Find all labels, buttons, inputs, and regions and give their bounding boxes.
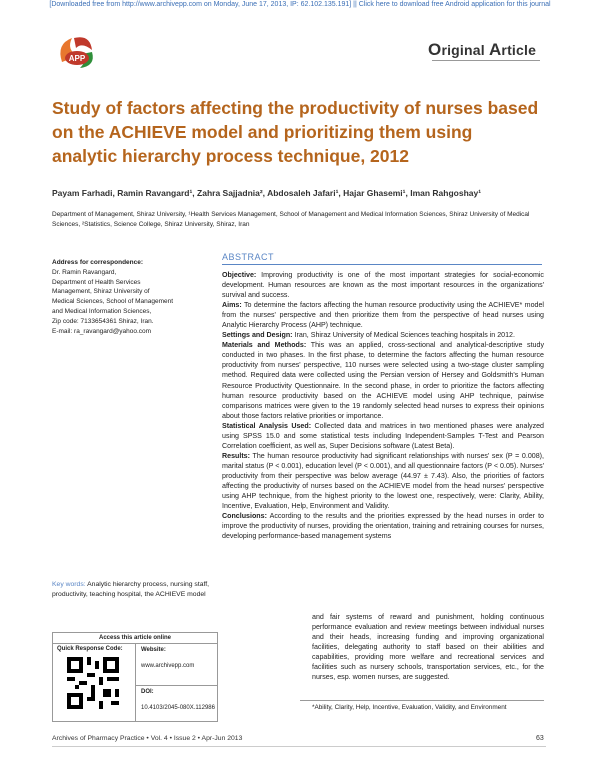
abstract-heading: ABSTRACT [222,252,275,262]
correspondence-label: Address for correspondence: [52,259,144,266]
footnote: *Ability, Clarity, Help, Incentive, Evaluation, Validity, and Environment [312,704,507,711]
qr-code-icon[interactable] [67,657,119,709]
author-list: Payam Farhadi, Ramin Ravangard¹, Zahra Sajjadnia², Abdosaleh Jafari¹, Hajar Ghasemi¹, Iman Rahgoshay¹ [52,188,482,198]
article-type: Original Article [428,40,537,59]
download-banner[interactable]: [Downloaded free from http://www.archivepp.com on Monday, June 17, 2013, IP: 62.102.135.191] || Click here to download free Android application for this journal [49,1,551,8]
access-online-box [52,632,218,722]
keywords: Key words: Analytic hierarchy process, nursing staff, productivity, teaching hospital, the ACHIEVE model [52,581,210,598]
correspondence-address: Address for correspondence: Dr. Ramin Ravangard, Department of Health Services Management, Shiraz University of Medical Sciences, School of Management and Medical Information Sciences, Zip code: 7133654361 Shiraz, Iran. E-mail: ra_ravangard@yahoo.com [52,259,174,335]
doi-label: DOI: [141,689,154,695]
access-title: Access this article online [53,633,217,644]
website-link[interactable]: www.archivepp.com [141,663,195,669]
abstract-body: Objective: Improving productivity is one of the most important strategies for social-economic development. Human resources are known as the most important resources in the organizations' survival and success. Aims: To determine the factors affecting the human resource productivity using the ACHIEVE* model from the nurses' perspective and then prioritize them from the perspective of head nurses using Analytic Hierarchy Process (AHP) technique. Settings and Design: Iran, Shiraz University of Medical Sciences teaching hospitals in 2012. Materials and Methods: This was an applied, cross-sectional and analytical-descriptive study conducted in two phases. In the first phase, to determine the factors affecting the human resource productivity from nurses' perspective, 110 nurses were selected using a two-stage cluster sampling method. Required data were collected using the Persian version of Hersey and Goldsmith's Human Resource Productivity Questionnaire. In the second phase, in order to prioritize the factors affecting human resource productivity based on the ACHIEVE model using AHP technique, pairwise comparisons matrices were given to the 19 randomly selected head nurses to express their opinions about those factors relative priorities or importance. Statistical Analysis Used: Collected data and matrices in two mentioned phases were analyzed using SPSS 15.0 and some statistical tests including Independent-Samples T-Test and Pearson Correlation coefficient, as well as, Super Decisions software (Latest Beta). Results: The human resource productivity had significant relationships with nurses' sex (P = 0.008), marital status (P < 0.001), education level (P < 0.001), and all questionnaire factors (P < 0.05). Nurses' productivity from their perspective was below average (44.97 ± 7.43). Also, the priorities of factors affecting the productivity of nurses based on the ACHIEVE model from the head nurses' perspective using AHP technique, from the highest priority to the lowest one, respectively, were: Clarity, Ability, Incentive, Evaluation, Help, Environment and Validity. Conclusions: According to the results and the priorities expressed by the head nurses in order to improve the productivity of nurses, providing the orientation, training and retraining courses for nurses, developing performance-based management systems [222,271,545,541]
abstract-rule [222,264,542,265]
website-label: Website: [141,647,166,653]
footer-rule [52,746,546,747]
journal-footer: Archives of Pharmacy Practice • Vol. 4 • Issue 2 • Apr-Jun 2013 [52,735,243,742]
qr-label: Quick Response Code: [57,646,123,652]
footnote-rule [300,700,544,701]
correspondence-email[interactable]: E-mail: ra_ravangard@yahoo.com [52,327,152,335]
paper-title: Study of factors affecting the productivity of nurses based on the ACHIEVE model and prioritizing them using analytic hierarchy process technique, 2012 [52,98,539,166]
doi-value[interactable]: 10.4103/2045-080X.112986 [141,705,215,711]
page-number: 63 [536,735,544,742]
logo-text: APP [68,54,86,63]
app-logo [52,32,102,72]
abstract-continuation: and fair systems of reward and punishment, holding continuous performance evaluation and review meetings between individual nurses and their heads, increasing funding and improving organizational facilities, delegating authority to staff based on their abilities and capabilities, providing more welfare and recreational services and facilities such as nursery schools, transportation services, etc., for the nurses, esp. women nurses, are suggested. [312,613,544,682]
affiliations: Department of Management, Shiraz University, ¹Health Services Management, School of Management and Medical Information Sciences, Shiraz University of Medical Sciences, ²Statistics, Science College, Shiraz University, Shiraz, Iran [52,211,530,228]
article-type-rule [432,60,540,61]
